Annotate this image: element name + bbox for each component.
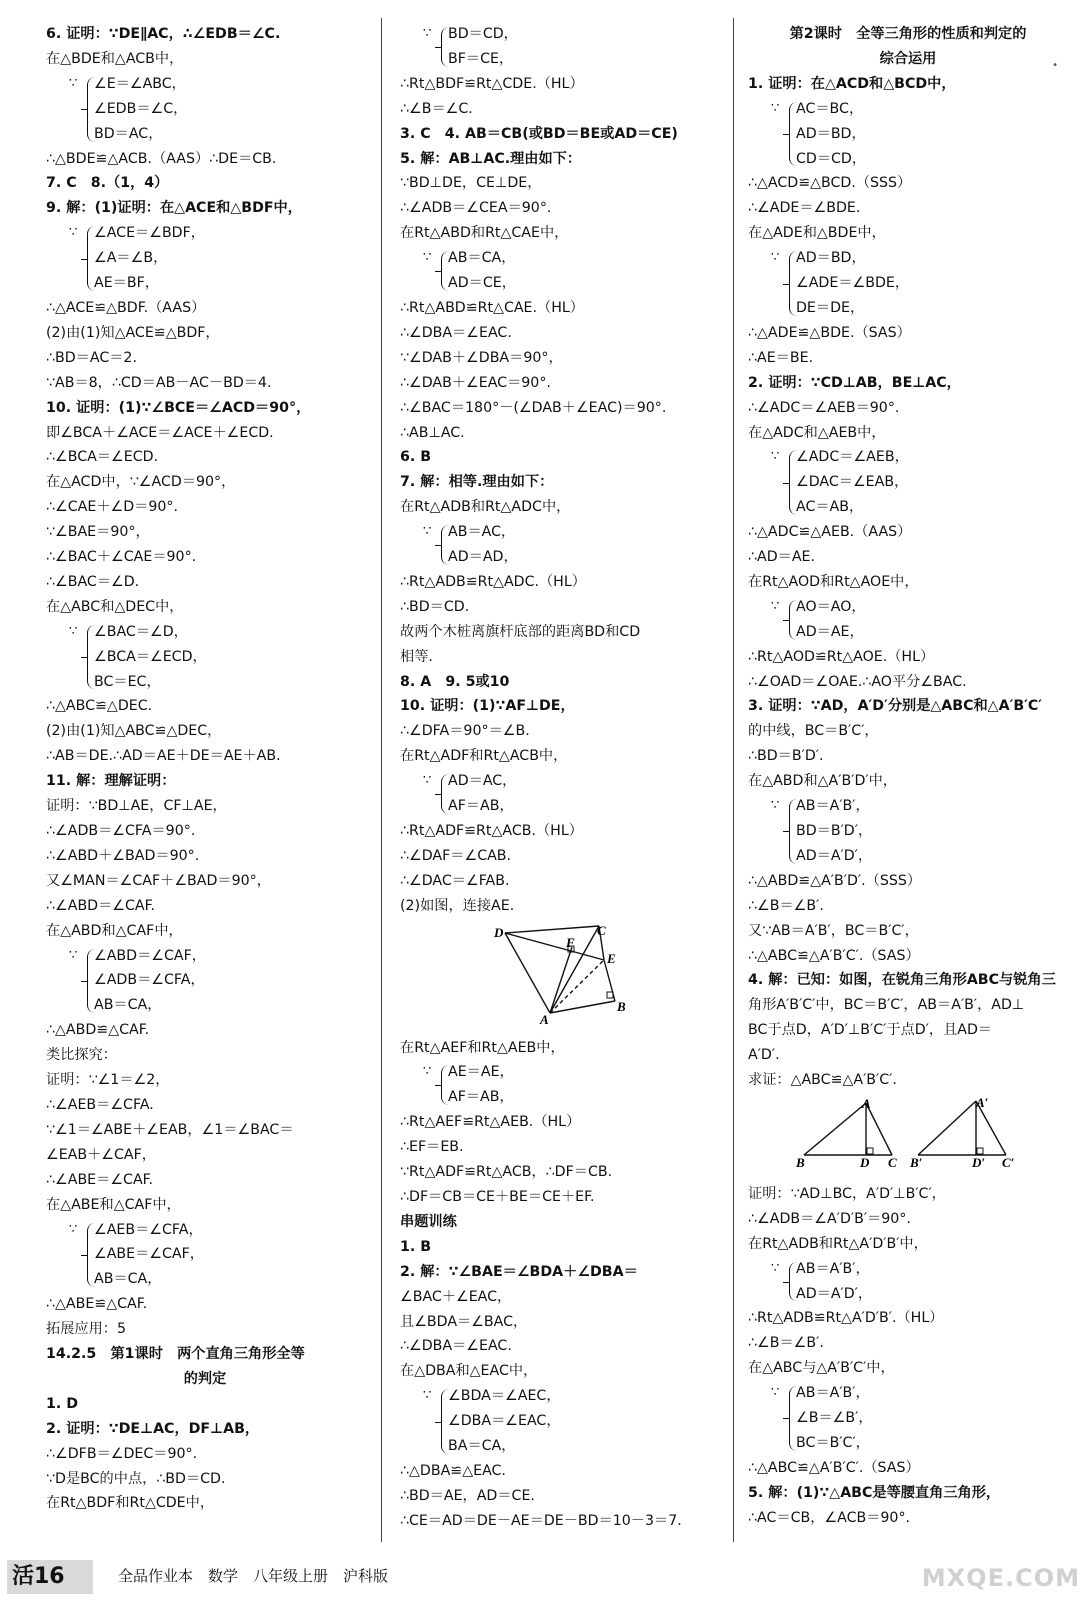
answer-line: 的中线，BC＝B′C′， — [748, 723, 879, 740]
because-symbol: ∵ — [423, 250, 432, 266]
answer-line: 5. 解：(1)∵△ABC是等腰直角三角形， — [748, 1484, 1001, 1501]
answer-line: 4. 解：已知：如图，在锐角三角形ABC与锐角三 — [748, 972, 1056, 989]
answer-line: ∴△ABC≌△DEC. — [46, 698, 153, 715]
brace-mark — [441, 774, 449, 814]
point-label-C: C — [597, 922, 606, 938]
answer-line: ∴∠AEB＝∠CFA. — [46, 1096, 154, 1113]
brace-mark — [789, 102, 797, 167]
condition-system — [400, 769, 715, 819]
answer-line: ∴△ABE≌△CAF. — [46, 1296, 148, 1313]
condition-system — [748, 246, 1068, 321]
answer-line: ∴∠DAC＝∠FAB. — [400, 872, 510, 889]
answer-line: ∴∠B＝∠B′. — [748, 897, 824, 914]
condition-system — [748, 794, 1068, 869]
answer-line: 在△ABD和△CAF中， — [46, 922, 183, 939]
answer-line: ∴∠DAF＝∠CAB. — [400, 847, 512, 864]
answer-line: 11. 解：理解证明： — [46, 773, 176, 790]
condition-system — [400, 22, 715, 72]
condition-system — [748, 595, 1068, 645]
system-condition: AD＝AE， — [796, 623, 864, 640]
answer-line: 在△ADC和△AEB中， — [748, 424, 886, 441]
answer-line: 求证：△ABC≌△A′B′C′. — [748, 1072, 897, 1089]
answer-line: 7. 解：相等.理由如下： — [400, 474, 554, 491]
answer-line: ∴△ADC≌△AEB.（AAS） — [748, 524, 912, 541]
page-footer — [0, 1550, 1092, 1600]
answer-line: 2. 证明：∵CD⊥AB，BE⊥AC， — [748, 374, 961, 391]
answer-line: 又∠MAN＝∠CAF＋∠BAD＝90°， — [46, 872, 271, 889]
brace-mark — [789, 1262, 797, 1302]
system-condition: AB＝CA， — [94, 1271, 162, 1288]
answer-line: 在△ACD中，∵∠ACD＝90°， — [46, 474, 236, 491]
system-condition: AD＝BD， — [796, 250, 866, 267]
answer-line: ∴BD＝B′D′. — [748, 748, 824, 765]
system-condition: AE＝AE， — [448, 1064, 514, 1081]
because-symbol: ∵ — [69, 75, 78, 91]
system-condition: AD＝AD， — [448, 549, 518, 566]
answer-line: 证明：∵AD⊥BC，A′D′⊥B′C′， — [748, 1185, 946, 1202]
because-symbol: ∵ — [423, 1388, 432, 1404]
answer-line: 在Rt△BDF和Rt△CDE中， — [46, 1495, 215, 1512]
system-condition: ∠DBA＝∠EAC， — [448, 1413, 561, 1430]
answer-line: ∴∠B＝∠B′. — [748, 1335, 824, 1352]
answer-line: ∴BD＝AC＝2. — [46, 349, 137, 366]
answer-line: 14.2.5 第1课时 两个直角三角形全等 — [46, 1346, 305, 1363]
system-condition: BD＝AC， — [94, 125, 163, 142]
condition-system — [748, 97, 1068, 172]
answer-line: 即∠BCA＋∠ACE＝∠ACE＋∠ECD. — [46, 424, 274, 441]
answer-line: ∴∠ABE＝∠CAF. — [46, 1171, 154, 1188]
system-condition: ∠EDB＝∠C， — [94, 100, 188, 117]
condition-system — [400, 1384, 715, 1459]
answer-line: ∴Rt△AOD≌Rt△AOE.（HL） — [748, 648, 935, 665]
brace-mark — [441, 27, 449, 67]
column-divider — [381, 18, 382, 1542]
brace-mark — [441, 525, 449, 565]
answer-line: ∴Rt△BDF≌Rt△CDE.（HL） — [400, 75, 584, 92]
answer-line: ∴∠B＝∠C. — [400, 100, 473, 117]
answer-line: ∴EF＝EB. — [400, 1139, 464, 1156]
answer-line: 在Rt△ABD和Rt△CAE中， — [400, 225, 569, 242]
answer-line: 在Rt△AOD和Rt△AOE中， — [748, 573, 919, 590]
system-condition: AF＝AB， — [448, 1089, 514, 1106]
answer-line: (2)由(1)知△ACE≌△BDF， — [46, 324, 220, 341]
point-label-E: E — [607, 950, 616, 966]
answer-line: ∴∠ADB＝∠A′D′B′＝90°. — [748, 1210, 911, 1227]
brace-mark — [87, 226, 95, 291]
because-symbol: ∵ — [69, 225, 78, 241]
answer-line: ∴Rt△ADB≌Rt△ADC.（HL） — [400, 573, 586, 590]
condition-system — [400, 520, 715, 570]
system-condition: BC＝EC， — [94, 673, 161, 690]
condition-system — [46, 1218, 364, 1293]
brace-mark — [789, 251, 797, 316]
point-label-B: B — [796, 1154, 805, 1170]
system-condition: AD＝BD， — [796, 125, 866, 142]
answer-line: A′D′. — [748, 1047, 780, 1064]
answer-line: ∴△ACE≌△BDF.（AAS） — [46, 299, 206, 316]
answer-line: 且∠BDA＝∠BAC， — [400, 1313, 528, 1330]
answer-line: 在△ABE和△CAF中， — [46, 1196, 181, 1213]
answer-line: ∴BD＝CD. — [400, 598, 470, 615]
condition-system — [748, 445, 1068, 520]
answer-line: 在△ABD和△A′B′D′中， — [748, 773, 897, 790]
answer-line: ∴∠DFA＝90°＝∠B. — [400, 723, 530, 740]
point-label-F: F — [566, 934, 575, 950]
because-symbol: ∵ — [771, 1385, 780, 1401]
watermark: MXQE.COM — [921, 1564, 1080, 1592]
decorative-dot: • — [1052, 60, 1058, 71]
answer-line: 2. 证明：∵DE⊥AC，DF⊥AB， — [46, 1420, 260, 1437]
brace-mark — [87, 77, 95, 142]
point-label-A: A — [540, 1011, 549, 1025]
because-symbol: ∵ — [771, 798, 780, 814]
answer-line: ∴△DBA≌△EAC. — [400, 1462, 506, 1479]
system-condition: AD＝AC， — [448, 773, 517, 790]
answer-line: 综合运用 — [879, 50, 937, 67]
answer-line: 第2课时 全等三角形的性质和判定的 — [789, 26, 1027, 42]
brace-mark — [87, 949, 95, 1014]
point-label-B: B — [617, 998, 626, 1014]
system-condition: BA＝CA， — [448, 1438, 516, 1455]
because-symbol: ∵ — [771, 1260, 780, 1276]
answer-column-right — [748, 22, 1068, 1531]
system-condition: BD＝B′D′， — [796, 823, 873, 839]
because-symbol: ∵ — [771, 598, 780, 614]
system-condition: ∠ADC＝∠AEB， — [796, 449, 909, 466]
system-condition: AB＝A′B′， — [796, 1385, 870, 1402]
point-label-C-prime: C′ — [1002, 1154, 1015, 1170]
condition-system — [46, 221, 364, 296]
system-condition: ∠DAC＝∠EAB， — [796, 474, 909, 491]
because-symbol: ∵ — [69, 947, 78, 963]
answer-line: ∵Rt△ADF≌Rt△ACB，∴DF＝CB. — [400, 1164, 613, 1181]
system-condition: ∠E＝∠ABC， — [94, 75, 186, 92]
answer-line: 9. 解：(1)证明：在△ACE和△BDF中， — [46, 200, 302, 217]
system-condition: AB＝AC， — [448, 524, 516, 541]
book-title: 全品作业本 数学 八年级上册 沪科版 — [118, 1567, 389, 1585]
condition-system — [46, 944, 364, 1019]
answer-line: ∴∠ADC＝∠AEB＝90°. — [748, 399, 900, 416]
answer-line: ∴△ABD≌△A′B′D′.（SSS） — [748, 872, 922, 889]
answer-line: ∴DF＝CB＝CE＋BE＝CE＋EF. — [400, 1188, 595, 1205]
brace-mark — [87, 1223, 95, 1288]
answer-line: ∴∠ADE＝∠BDE. — [748, 200, 861, 217]
brace-mark — [441, 251, 449, 291]
brace-mark — [441, 1389, 449, 1454]
answer-line: 10. 证明：(1)∵AF⊥DE， — [400, 698, 575, 715]
answer-line: ∴Rt△ADB≌Rt△A′D′B′.（HL） — [748, 1310, 944, 1327]
answer-line: ∴∠DFB＝∠DEC＝90°. — [46, 1445, 198, 1462]
answer-line: ∠BAC＋∠EAC， — [400, 1288, 512, 1305]
answer-line: ∴AC＝CB，∠ACB＝90°. — [748, 1509, 911, 1526]
answer-line: 2. 解：∵∠BAE＝∠BDA＋∠DBA＝ — [400, 1263, 638, 1280]
condition-system — [46, 620, 364, 695]
system-condition: AD＝A′D′， — [796, 847, 873, 864]
point-label-A-prime: A′ — [976, 1096, 989, 1110]
answer-line: ∠EAB＋∠CAF， — [46, 1146, 156, 1163]
answer-column-middle — [400, 22, 715, 1534]
system-condition: ∠BCA＝∠ECD， — [94, 648, 207, 665]
answer-line: 又∵AB＝A′B′，BC＝B′C′， — [748, 922, 919, 939]
point-label-D: D — [494, 924, 504, 940]
answer-line: ∴Rt△ADF≌Rt△ACB.（HL） — [400, 823, 583, 839]
answer-line: ∴AD＝AE. — [748, 549, 816, 566]
answer-line: 的判定 — [183, 1370, 227, 1387]
system-condition: AD＝A′D′， — [796, 1285, 873, 1302]
system-condition: ∠ABE＝∠CAF， — [94, 1246, 204, 1263]
answer-line: 3. C 4. AB＝CB(或BD＝BE或AD＝CE) — [400, 125, 678, 142]
answer-line: ∴∠BCA＝∠ECD. — [46, 449, 159, 466]
system-condition: ∠ADE＝∠BDE， — [796, 275, 910, 292]
brace-mark — [789, 799, 797, 864]
answer-line: ∴△ACD≌△BCD.（SSS） — [748, 175, 912, 192]
point-label-C: C — [888, 1154, 897, 1170]
answer-line: 在△ABC和△DEC中， — [46, 598, 184, 615]
answer-line: ∵∠DAB＋∠DBA＝90°， — [400, 349, 563, 366]
because-symbol: ∵ — [423, 1064, 432, 1080]
answer-line: ∴AE＝BE. — [748, 349, 814, 366]
system-condition: ∠ABD＝∠CAF， — [94, 947, 206, 964]
answer-column-left — [46, 22, 364, 1516]
answer-line: ∴CE＝AD＝DE－AE＝DE－BD＝10－3＝7. — [400, 1512, 682, 1529]
system-condition: AB＝A′B′， — [796, 1260, 870, 1277]
point-label-A: A — [862, 1096, 871, 1111]
answer-line: ∴∠DAB＋∠EAC＝90°. — [400, 374, 551, 391]
system-condition: AD＝CE， — [448, 275, 516, 292]
answer-line: 在△BDE和△ACB中， — [46, 50, 184, 67]
answer-line: ∴BD＝AE，AD＝CE. — [400, 1487, 535, 1504]
system-condition: AB＝A′B′， — [796, 798, 870, 815]
column-divider — [733, 18, 734, 1542]
condition-system — [400, 246, 715, 296]
brace-mark — [789, 600, 797, 640]
system-condition: BD＝CD， — [448, 26, 518, 42]
answer-line: ∴∠DBA＝∠EAC. — [400, 324, 512, 341]
answer-line: 在Rt△ADF和Rt△ACB中， — [400, 748, 568, 765]
because-symbol: ∵ — [423, 524, 432, 540]
because-symbol: ∵ — [423, 26, 432, 41]
answer-line: 在△ABC与△A′B′C′中， — [748, 1360, 895, 1377]
answer-line: ∴△ABD≌△CAF. — [46, 1022, 150, 1039]
figure-quadrilateral — [400, 923, 715, 1034]
system-condition: AB＝CA， — [448, 250, 516, 267]
answer-line: 6. B — [400, 449, 432, 466]
brace-mark — [789, 1386, 797, 1451]
answer-line: 1. D — [46, 1395, 78, 1412]
answer-line: 在Rt△ADB和Rt△A′D′B′中， — [748, 1235, 928, 1252]
point-label-D: D — [860, 1154, 870, 1170]
system-condition: CD＝CD， — [796, 150, 867, 167]
answer-line: 在Rt△AEF和Rt△AEB中， — [400, 1039, 565, 1056]
answer-line: ∵∠1＝∠ABE＋∠EAB，∠1＝∠BAC＝ — [46, 1121, 294, 1138]
answer-line: ∴∠BAC＋∠CAE＝90°. — [46, 549, 197, 566]
brace-mark — [87, 625, 95, 690]
condition-system — [748, 1381, 1068, 1456]
answer-line: ∴∠OAD＝∠OAE.∴AO平分∠BAC. — [748, 673, 967, 690]
system-condition: BC＝B′C′， — [796, 1434, 870, 1451]
answer-line: BC于点D，A′D′⊥B′C′于点D′，且AD＝ — [748, 1022, 993, 1039]
answer-line: 证明：∵BD⊥AE，CF⊥AE， — [46, 798, 227, 815]
system-condition: DE＝DE， — [796, 299, 865, 316]
answer-line: ∴△BDE≌△ACB.（AAS）∴DE＝CB. — [46, 150, 277, 167]
answer-line: 1. B — [400, 1238, 432, 1255]
answer-line: ∴∠BAC＝∠D. — [46, 573, 140, 590]
answer-line: 故两个木桩离旗杆底部的距离BD和CD — [400, 623, 641, 640]
system-condition: ∠BDA＝∠AEC， — [448, 1388, 561, 1405]
answer-line: 证明：∵∠1＝∠2， — [46, 1072, 170, 1089]
answer-line: 7. C 8.（1，4） — [46, 175, 169, 192]
brace-mark — [441, 1065, 449, 1105]
figure-two-triangles — [748, 1097, 1068, 1180]
answer-line: ∴∠ADB＝∠CFA＝90°. — [46, 823, 196, 839]
because-symbol: ∵ — [771, 100, 780, 116]
system-condition: BF＝CE， — [448, 50, 514, 67]
because-symbol: ∵ — [69, 623, 78, 639]
because-symbol: ∵ — [69, 1221, 78, 1237]
answer-line: (2)由(1)知△ABC≌△DEC， — [46, 723, 222, 740]
system-condition: AC＝AB， — [796, 499, 864, 516]
system-condition: AF＝AB， — [448, 798, 514, 815]
answer-line: 5. 解：AB⊥AC.理由如下： — [400, 150, 582, 167]
system-condition: AE＝BF， — [94, 275, 159, 292]
point-label-D-prime: D′ — [972, 1154, 986, 1170]
answer-line: ∴AB⊥AC. — [400, 424, 465, 441]
system-condition: ∠A＝∠B， — [94, 250, 168, 267]
answer-line: 1. 证明：在△ACD和△BCD中， — [748, 75, 956, 92]
answer-line: 类比探究： — [46, 1047, 117, 1064]
because-symbol: ∵ — [423, 773, 432, 789]
answer-line: ∵BD⊥DE，CE⊥DE， — [400, 175, 542, 192]
because-symbol: ∵ — [771, 250, 780, 266]
system-condition: AO＝AO， — [796, 598, 866, 615]
answer-line: ∴AB＝DE.∴AD＝AE＋DE＝AE＋AB. — [46, 748, 281, 765]
system-condition: AB＝CA， — [94, 997, 162, 1014]
answer-line: ∴∠CAE＋∠D＝90°. — [46, 499, 178, 516]
answer-line: ∴Rt△AEF≌Rt△AEB.（HL） — [400, 1114, 581, 1131]
answer-line: ∵∠BAE＝90°， — [46, 524, 150, 541]
system-condition: ∠ADB＝∠CFA， — [94, 972, 205, 989]
condition-system — [400, 1060, 715, 1110]
condition-system — [46, 72, 364, 147]
answer-line: ∵AB＝8，∴CD＝AB－AC－BD＝4. — [46, 374, 272, 391]
answer-line: 在Rt△ADB和Rt△ADC中， — [400, 499, 571, 516]
answer-line: ∴△ABC≌△A′B′C′.（SAS） — [748, 1459, 920, 1476]
page-number: 活16 — [12, 1564, 65, 1589]
answer-line: 在△DBA和△EAC中， — [400, 1363, 538, 1380]
answer-line: 3. 证明：∵AD，A′D′分别是△ABC和△A′B′C′ — [748, 698, 1043, 715]
answer-line: ∴∠ADB＝∠CEA＝90°. — [400, 200, 552, 217]
system-condition: ∠B＝∠B′， — [796, 1410, 873, 1427]
point-label-B-prime: B′ — [910, 1154, 923, 1170]
answer-line: ∴∠DBA＝∠EAC. — [400, 1338, 512, 1355]
condition-system — [748, 1257, 1068, 1307]
answer-line: 串题训练 — [400, 1213, 457, 1230]
answer-line: ∴∠ABD＋∠BAD＝90°. — [46, 847, 200, 864]
answer-line: 拓展应用：5 — [46, 1321, 126, 1338]
because-symbol: ∵ — [771, 449, 780, 465]
answer-line: ∴△ADE≌△BDE.（SAS） — [748, 324, 911, 341]
answer-line: 角形A′B′C′中，BC＝B′C′，AB＝A′B′，AD⊥ — [748, 997, 1025, 1014]
system-condition: ∠AEB＝∠CFA， — [94, 1221, 203, 1238]
answer-line: ∴△ABC≌△A′B′C′.（SAS） — [748, 947, 920, 964]
answer-line: ∴∠ABD＝∠CAF. — [46, 897, 156, 914]
answer-line: 8. A 9. 5或10 — [400, 673, 510, 690]
answer-line: ∴∠BAC＝180°－(∠DAB＋∠EAC)＝90°. — [400, 399, 667, 416]
brace-mark — [789, 450, 797, 515]
answer-line: 在△ADE和△BDE中， — [748, 225, 886, 242]
system-condition: ∠BAC＝∠D， — [94, 623, 188, 640]
system-condition: AC＝BC， — [796, 100, 864, 117]
answer-line: 相等. — [400, 648, 433, 665]
answer-line: 10. 证明：(1)∵∠BCE＝∠ACD＝90°， — [46, 399, 311, 416]
answer-line: 6. 证明：∵DE∥AC，∴∠EDB＝∠C. — [46, 26, 281, 42]
system-condition: ∠ACE＝∠BDF， — [94, 225, 205, 242]
answer-line: ∴Rt△ABD≌Rt△CAE.（HL） — [400, 299, 584, 316]
answer-line: ∵D是BC的中点，∴BD＝CD. — [46, 1470, 226, 1487]
answer-line: (2)如图，连接AE. — [400, 897, 515, 914]
